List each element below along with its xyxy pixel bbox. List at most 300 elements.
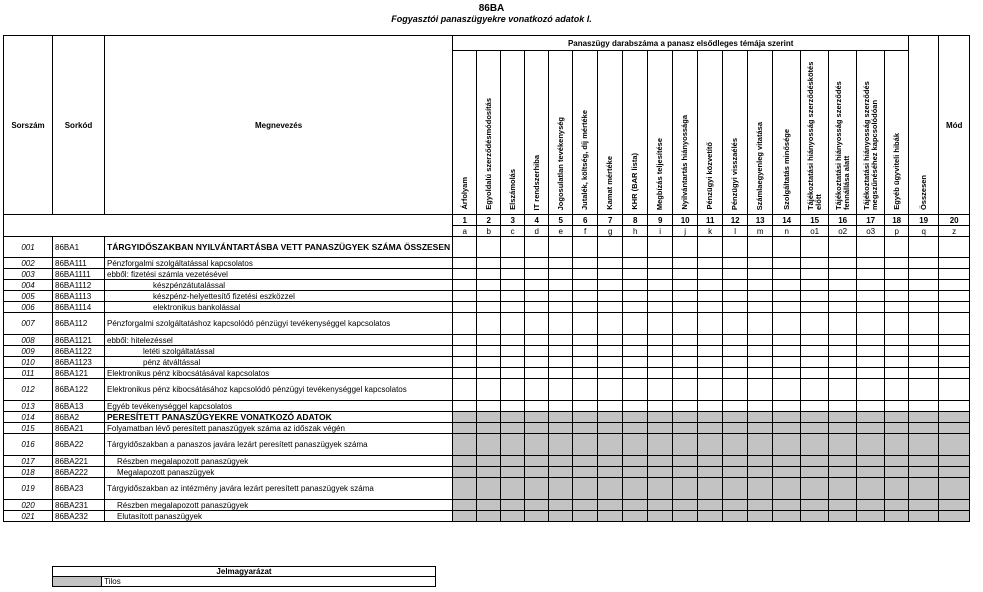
- cell-input[interactable]: [939, 379, 970, 401]
- cell-input[interactable]: [939, 237, 970, 258]
- col-letter-10: j: [673, 226, 698, 237]
- cell-input[interactable]: [549, 335, 573, 346]
- cell-input[interactable]: [501, 335, 525, 346]
- cell-input[interactable]: [501, 258, 525, 269]
- cell-input[interactable]: [801, 269, 829, 280]
- cell-input[interactable]: [885, 269, 909, 280]
- cell-input[interactable]: [673, 401, 698, 412]
- cell-input[interactable]: [549, 401, 573, 412]
- cell-input[interactable]: [598, 269, 623, 280]
- cell-disabled: [477, 478, 501, 500]
- cell-input[interactable]: [623, 280, 648, 291]
- cell-input[interactable]: [477, 302, 501, 313]
- cell-input[interactable]: [573, 291, 598, 302]
- cell-input[interactable]: [801, 401, 829, 412]
- cell-input[interactable]: [453, 368, 477, 379]
- cell-input[interactable]: [773, 269, 801, 280]
- cell-input[interactable]: [648, 379, 673, 401]
- cell-input[interactable]: [801, 368, 829, 379]
- cell-input[interactable]: [648, 401, 673, 412]
- cell-input[interactable]: [773, 237, 801, 258]
- cell-input[interactable]: [525, 335, 549, 346]
- cell-input[interactable]: [453, 280, 477, 291]
- cell-input[interactable]: [525, 302, 549, 313]
- row-sorkod: 86BA1113: [53, 291, 105, 302]
- cell-input[interactable]: [648, 269, 673, 280]
- cell-input[interactable]: [501, 368, 525, 379]
- cell-input[interactable]: [723, 335, 748, 346]
- cell-input[interactable]: [698, 379, 723, 401]
- cell-input[interactable]: [453, 379, 477, 401]
- cell-input[interactable]: [698, 357, 723, 368]
- cell-disabled: [939, 456, 970, 467]
- cell-input[interactable]: [598, 291, 623, 302]
- cell-input[interactable]: [857, 237, 885, 258]
- cell-input[interactable]: [453, 237, 477, 258]
- cell-disabled: [477, 434, 501, 456]
- cell-input[interactable]: [501, 357, 525, 368]
- cell-disabled: [477, 467, 501, 478]
- cell-input[interactable]: [773, 357, 801, 368]
- cell-input[interactable]: [501, 346, 525, 357]
- cell-input[interactable]: [885, 379, 909, 401]
- cell-input[interactable]: [648, 237, 673, 258]
- cell-input[interactable]: [525, 401, 549, 412]
- cell-input[interactable]: [501, 379, 525, 401]
- cell-input[interactable]: [909, 269, 939, 280]
- cell-input[interactable]: [453, 346, 477, 357]
- cell-input[interactable]: [748, 269, 773, 280]
- cell-input[interactable]: [477, 291, 501, 302]
- cell-input[interactable]: [857, 291, 885, 302]
- cell-disabled: [501, 478, 525, 500]
- cell-input[interactable]: [673, 269, 698, 280]
- complaints-table: [3, 35, 970, 522]
- cell-input[interactable]: [909, 280, 939, 291]
- cell-input[interactable]: [549, 237, 573, 258]
- cell-input[interactable]: [598, 237, 623, 258]
- cell-input[interactable]: [857, 401, 885, 412]
- cell-input[interactable]: [477, 357, 501, 368]
- cell-input[interactable]: [829, 237, 857, 258]
- cell-input[interactable]: [939, 401, 970, 412]
- cell-input[interactable]: [885, 258, 909, 269]
- cell-input[interactable]: [453, 313, 477, 335]
- cell-input[interactable]: [829, 269, 857, 280]
- cell-input[interactable]: [648, 302, 673, 313]
- cell-input[interactable]: [939, 291, 970, 302]
- cell-input[interactable]: [623, 357, 648, 368]
- row-megnevezes: Elektronikus pénz kibocsátásával kapcsolatos: [105, 368, 453, 379]
- cell-input[interactable]: [453, 357, 477, 368]
- cell-input[interactable]: [801, 379, 829, 401]
- cell-input[interactable]: [885, 401, 909, 412]
- cell-input[interactable]: [773, 291, 801, 302]
- cell-disabled: [748, 478, 773, 500]
- cell-input[interactable]: [525, 269, 549, 280]
- cell-input[interactable]: [573, 258, 598, 269]
- cell-input[interactable]: [885, 291, 909, 302]
- cell-disabled: [723, 423, 748, 434]
- cell-input[interactable]: [673, 313, 698, 335]
- cell-input[interactable]: [525, 237, 549, 258]
- cell-input[interactable]: [773, 258, 801, 269]
- cell-input[interactable]: [549, 346, 573, 357]
- cell-input[interactable]: [909, 237, 939, 258]
- cell-input[interactable]: [723, 379, 748, 401]
- cell-input[interactable]: [748, 335, 773, 346]
- cell-input[interactable]: [939, 258, 970, 269]
- cell-input[interactable]: [549, 291, 573, 302]
- cell-input[interactable]: [501, 313, 525, 335]
- cell-input[interactable]: [501, 291, 525, 302]
- cell-input[interactable]: [573, 357, 598, 368]
- cell-input[interactable]: [857, 313, 885, 335]
- cell-input[interactable]: [723, 357, 748, 368]
- cell-input[interactable]: [801, 302, 829, 313]
- cell-input[interactable]: [723, 302, 748, 313]
- cell-disabled: [673, 434, 698, 456]
- cell-input[interactable]: [573, 346, 598, 357]
- cell-input[interactable]: [857, 357, 885, 368]
- cell-input[interactable]: [723, 313, 748, 335]
- cell-input[interactable]: [857, 280, 885, 291]
- cell-input[interactable]: [939, 280, 970, 291]
- cell-input[interactable]: [623, 335, 648, 346]
- cell-input[interactable]: [501, 280, 525, 291]
- cell-input[interactable]: [598, 401, 623, 412]
- cell-input[interactable]: [453, 302, 477, 313]
- cell-input[interactable]: [909, 357, 939, 368]
- cell-input[interactable]: [723, 269, 748, 280]
- cell-input[interactable]: [801, 346, 829, 357]
- cell-input[interactable]: [748, 280, 773, 291]
- cell-input[interactable]: [549, 357, 573, 368]
- cell-input[interactable]: [623, 346, 648, 357]
- cell-input[interactable]: [501, 237, 525, 258]
- cell-input[interactable]: [648, 280, 673, 291]
- header-topic-16: Tájékoztatási hiányosság szerződés fennállása alatt: [829, 51, 857, 215]
- cell-input[interactable]: [673, 335, 698, 346]
- cell-disabled: [857, 500, 885, 511]
- cell-input[interactable]: [857, 346, 885, 357]
- cell-input[interactable]: [773, 368, 801, 379]
- cell-input[interactable]: [573, 280, 598, 291]
- cell-input[interactable]: [549, 302, 573, 313]
- cell-input[interactable]: [477, 269, 501, 280]
- cell-input[interactable]: [477, 258, 501, 269]
- cell-input[interactable]: [698, 346, 723, 357]
- cell-input[interactable]: [573, 302, 598, 313]
- cell-input[interactable]: [573, 335, 598, 346]
- cell-input[interactable]: [477, 401, 501, 412]
- cell-input[interactable]: [801, 335, 829, 346]
- cell-input[interactable]: [857, 302, 885, 313]
- cell-input[interactable]: [549, 379, 573, 401]
- cell-input[interactable]: [909, 258, 939, 269]
- cell-input[interactable]: [453, 291, 477, 302]
- row-megnevezes: Elutasított panaszügyek: [105, 511, 453, 522]
- cell-input[interactable]: [829, 291, 857, 302]
- cell-input[interactable]: [453, 258, 477, 269]
- cell-input[interactable]: [598, 346, 623, 357]
- cell-input[interactable]: [909, 368, 939, 379]
- cell-input[interactable]: [723, 237, 748, 258]
- cell-input[interactable]: [885, 302, 909, 313]
- cell-input[interactable]: [829, 368, 857, 379]
- cell-input[interactable]: [673, 379, 698, 401]
- cell-input[interactable]: [939, 335, 970, 346]
- cell-input[interactable]: [801, 357, 829, 368]
- cell-input[interactable]: [673, 302, 698, 313]
- cell-input[interactable]: [623, 237, 648, 258]
- cell-input[interactable]: [648, 368, 673, 379]
- cell-input[interactable]: [477, 379, 501, 401]
- legend-grey-swatch: [53, 577, 102, 587]
- row-sorszam: 008: [4, 335, 53, 346]
- cell-input[interactable]: [829, 401, 857, 412]
- cell-input[interactable]: [525, 258, 549, 269]
- cell-input[interactable]: [748, 379, 773, 401]
- cell-input[interactable]: [773, 302, 801, 313]
- cell-input[interactable]: [501, 401, 525, 412]
- cell-input[interactable]: [648, 346, 673, 357]
- cell-input[interactable]: [477, 335, 501, 346]
- cell-input[interactable]: [477, 313, 501, 335]
- cell-disabled: [909, 423, 939, 434]
- cell-input[interactable]: [909, 379, 939, 401]
- cell-input[interactable]: [573, 313, 598, 335]
- cell-input[interactable]: [909, 335, 939, 346]
- cell-input[interactable]: [801, 280, 829, 291]
- cell-input[interactable]: [598, 335, 623, 346]
- cell-disabled: [648, 434, 673, 456]
- cell-input[interactable]: [598, 379, 623, 401]
- cell-input[interactable]: [673, 346, 698, 357]
- cell-disabled: [477, 456, 501, 467]
- cell-input[interactable]: [623, 258, 648, 269]
- cell-input[interactable]: [857, 258, 885, 269]
- cell-disabled: [773, 423, 801, 434]
- cell-input[interactable]: [623, 302, 648, 313]
- cell-input[interactable]: [477, 368, 501, 379]
- cell-input[interactable]: [939, 368, 970, 379]
- cell-input[interactable]: [623, 401, 648, 412]
- cell-input[interactable]: [723, 258, 748, 269]
- cell-input[interactable]: [773, 335, 801, 346]
- cell-input[interactable]: [698, 368, 723, 379]
- cell-input[interactable]: [477, 237, 501, 258]
- cell-input[interactable]: [939, 269, 970, 280]
- cell-input[interactable]: [673, 368, 698, 379]
- cell-input[interactable]: [598, 258, 623, 269]
- cell-input[interactable]: [623, 379, 648, 401]
- cell-disabled: [453, 456, 477, 467]
- cell-input[interactable]: [549, 269, 573, 280]
- cell-input[interactable]: [623, 291, 648, 302]
- cell-input[interactable]: [673, 357, 698, 368]
- cell-input[interactable]: [748, 368, 773, 379]
- cell-input[interactable]: [573, 379, 598, 401]
- cell-input[interactable]: [549, 368, 573, 379]
- cell-input[interactable]: [549, 258, 573, 269]
- cell-input[interactable]: [648, 335, 673, 346]
- cell-input[interactable]: [909, 346, 939, 357]
- cell-input[interactable]: [673, 280, 698, 291]
- cell-input[interactable]: [598, 280, 623, 291]
- cell-input[interactable]: [857, 368, 885, 379]
- cell-input[interactable]: [885, 280, 909, 291]
- cell-input[interactable]: [573, 368, 598, 379]
- cell-input[interactable]: [698, 237, 723, 258]
- cell-input[interactable]: [885, 368, 909, 379]
- cell-input[interactable]: [501, 269, 525, 280]
- cell-disabled: [525, 423, 549, 434]
- cell-input[interactable]: [829, 335, 857, 346]
- cell-disabled: [829, 511, 857, 522]
- cell-input[interactable]: [598, 357, 623, 368]
- cell-input[interactable]: [801, 291, 829, 302]
- cell-input[interactable]: [723, 401, 748, 412]
- cell-input[interactable]: [748, 346, 773, 357]
- cell-input[interactable]: [698, 335, 723, 346]
- cell-input[interactable]: [623, 269, 648, 280]
- cell-input[interactable]: [648, 258, 673, 269]
- cell-input[interactable]: [723, 368, 748, 379]
- cell-input[interactable]: [939, 313, 970, 335]
- cell-input[interactable]: [698, 258, 723, 269]
- cell-input[interactable]: [829, 258, 857, 269]
- cell-input[interactable]: [673, 291, 698, 302]
- cell-disabled: [857, 511, 885, 522]
- cell-input[interactable]: [723, 291, 748, 302]
- cell-input[interactable]: [598, 313, 623, 335]
- cell-input[interactable]: [909, 313, 939, 335]
- cell-input[interactable]: [549, 313, 573, 335]
- cell-input[interactable]: [773, 313, 801, 335]
- cell-input[interactable]: [939, 346, 970, 357]
- cell-input[interactable]: [673, 258, 698, 269]
- cell-input[interactable]: [773, 401, 801, 412]
- cell-input[interactable]: [525, 346, 549, 357]
- cell-input[interactable]: [909, 291, 939, 302]
- cell-input[interactable]: [829, 302, 857, 313]
- legend: [52, 566, 436, 587]
- cell-input[interactable]: [723, 346, 748, 357]
- cell-input[interactable]: [525, 280, 549, 291]
- cell-input[interactable]: [698, 280, 723, 291]
- cell-input[interactable]: [573, 401, 598, 412]
- cell-input[interactable]: [829, 357, 857, 368]
- cell-input[interactable]: [453, 335, 477, 346]
- cell-input[interactable]: [501, 302, 525, 313]
- cell-input[interactable]: [453, 269, 477, 280]
- cell-input[interactable]: [453, 401, 477, 412]
- cell-input[interactable]: [648, 357, 673, 368]
- cell-input[interactable]: [829, 346, 857, 357]
- cell-input[interactable]: [525, 313, 549, 335]
- cell-input[interactable]: [829, 379, 857, 401]
- cell-input[interactable]: [573, 237, 598, 258]
- cell-input[interactable]: [748, 313, 773, 335]
- cell-input[interactable]: [698, 269, 723, 280]
- cell-input[interactable]: [525, 379, 549, 401]
- cell-disabled: [773, 467, 801, 478]
- cell-input[interactable]: [525, 368, 549, 379]
- cell-disabled: [501, 412, 525, 423]
- cell-input[interactable]: [748, 291, 773, 302]
- cell-input[interactable]: [909, 302, 939, 313]
- cell-input[interactable]: [477, 280, 501, 291]
- cell-input[interactable]: [801, 313, 829, 335]
- cell-input[interactable]: [939, 357, 970, 368]
- row-sorkod: 86BA111: [53, 258, 105, 269]
- cell-input[interactable]: [477, 346, 501, 357]
- cell-input[interactable]: [698, 401, 723, 412]
- cell-input[interactable]: [939, 302, 970, 313]
- col-letter-8: h: [623, 226, 648, 237]
- cell-input[interactable]: [723, 280, 748, 291]
- cell-input[interactable]: [748, 258, 773, 269]
- cell-input[interactable]: [773, 280, 801, 291]
- cell-input[interactable]: [885, 335, 909, 346]
- table-row: [4, 456, 970, 467]
- cell-disabled: [501, 434, 525, 456]
- cell-input[interactable]: [773, 346, 801, 357]
- cell-input[interactable]: [623, 368, 648, 379]
- row-sorszam: 016: [4, 434, 53, 456]
- cell-disabled: [573, 500, 598, 511]
- legend-tilos-label: Tilos: [102, 577, 436, 587]
- cell-input[interactable]: [698, 291, 723, 302]
- cell-input[interactable]: [885, 357, 909, 368]
- cell-input[interactable]: [748, 302, 773, 313]
- row-sorszam: 010: [4, 357, 53, 368]
- cell-input[interactable]: [885, 237, 909, 258]
- cell-input[interactable]: [598, 302, 623, 313]
- col-letter-20: z: [939, 226, 970, 237]
- cell-input[interactable]: [748, 401, 773, 412]
- cell-input[interactable]: [857, 335, 885, 346]
- cell-input[interactable]: [773, 379, 801, 401]
- cell-input[interactable]: [885, 313, 909, 335]
- col-number-17: 17: [857, 215, 885, 226]
- cell-input[interactable]: [857, 269, 885, 280]
- cell-input[interactable]: [857, 379, 885, 401]
- cell-input[interactable]: [801, 258, 829, 269]
- cell-input[interactable]: [829, 313, 857, 335]
- cell-input[interactable]: [525, 357, 549, 368]
- cell-input[interactable]: [829, 280, 857, 291]
- cell-input[interactable]: [549, 280, 573, 291]
- cell-input[interactable]: [698, 313, 723, 335]
- cell-input[interactable]: [698, 302, 723, 313]
- cell-input[interactable]: [598, 368, 623, 379]
- cell-disabled: [673, 500, 698, 511]
- cell-disabled: [698, 511, 723, 522]
- cell-input[interactable]: [748, 237, 773, 258]
- cell-input[interactable]: [648, 291, 673, 302]
- cell-input[interactable]: [909, 401, 939, 412]
- cell-input[interactable]: [648, 313, 673, 335]
- cell-input[interactable]: [748, 357, 773, 368]
- cell-input[interactable]: [673, 237, 698, 258]
- cell-input[interactable]: [573, 269, 598, 280]
- cell-input[interactable]: [885, 346, 909, 357]
- cell-input[interactable]: [801, 237, 829, 258]
- cell-input[interactable]: [525, 291, 549, 302]
- cell-input[interactable]: [623, 313, 648, 335]
